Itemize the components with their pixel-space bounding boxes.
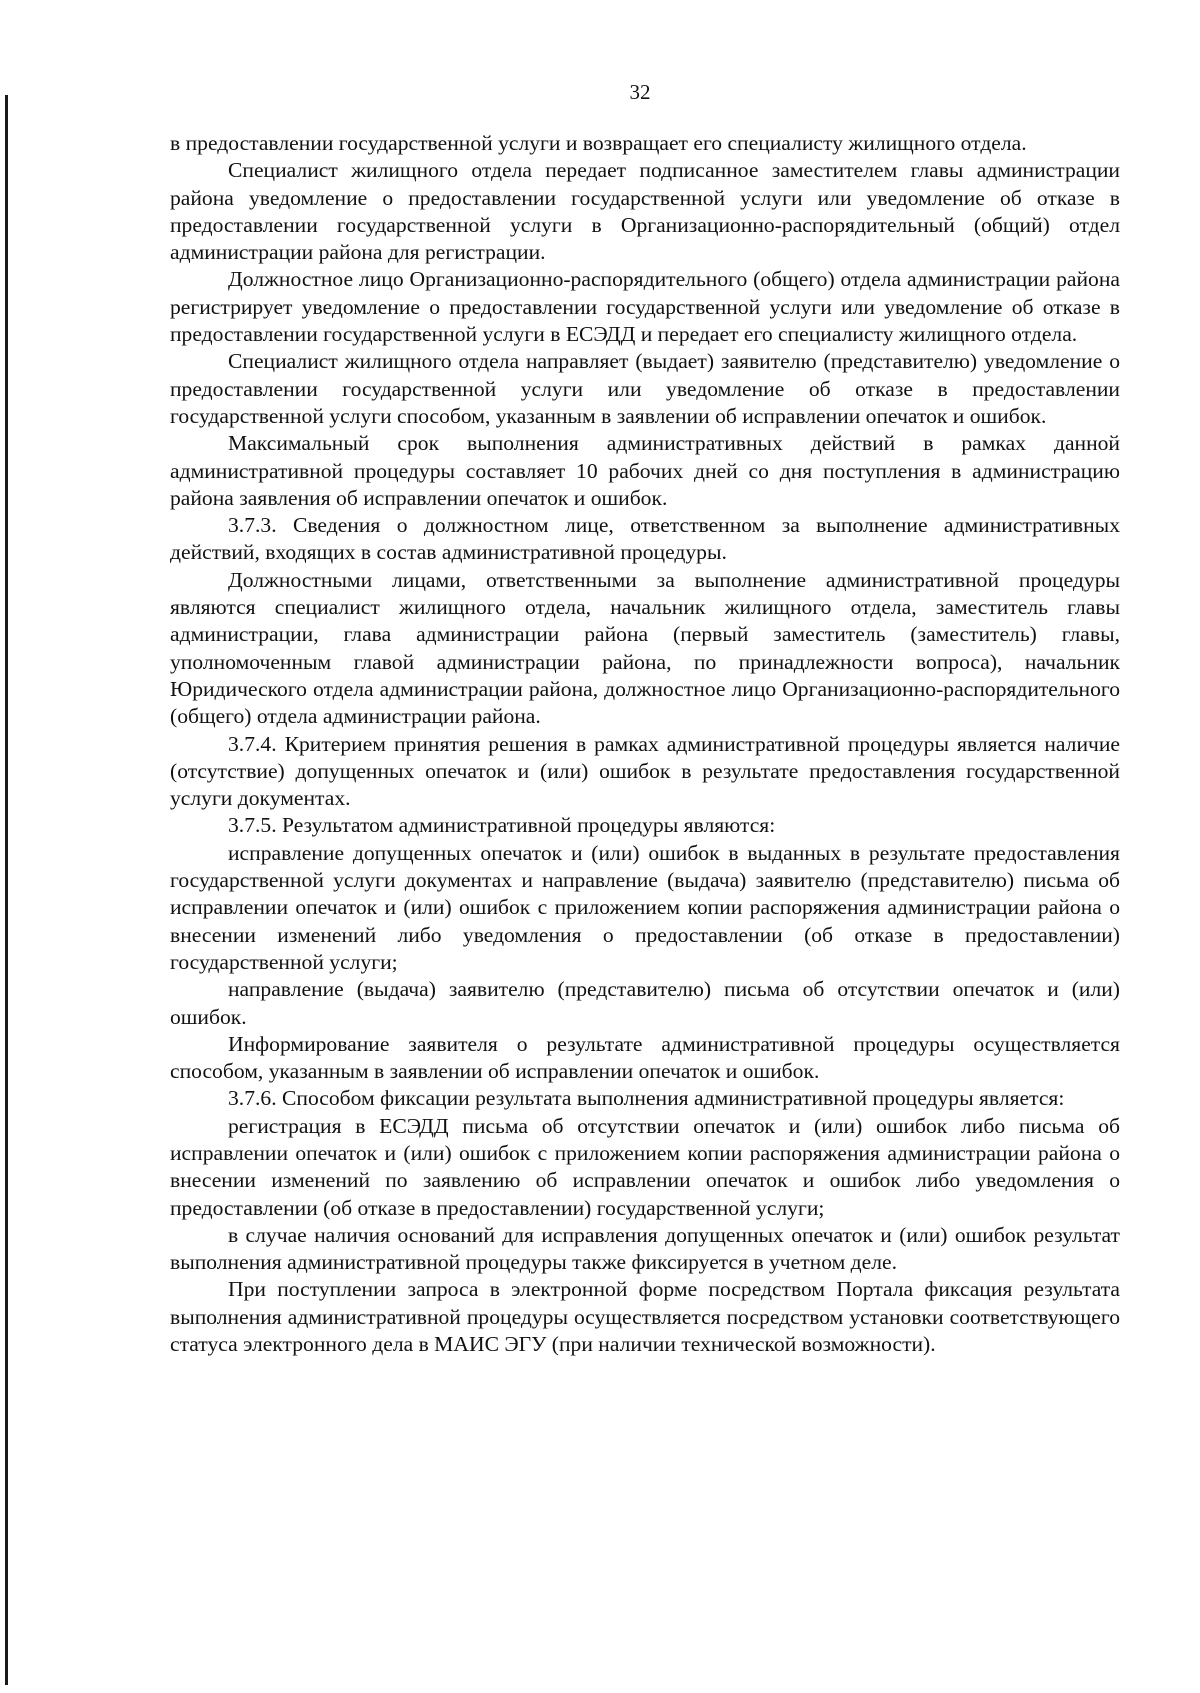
paragraph-3: Должностное лицо Организационно-распорядительного (общего) отдела администрации района регистрирует уведомление о предоставлении государственной услуги или уведомление об отказе в предоставлении государственной услуги в ЕСЭДД и передает его специалисту жилищного отдела. [170, 267, 1120, 347]
paragraph-10: исправление допущенных опечаток и (или) ошибок в выданных в результате предоставления государственной услуги документах и направление (выдача) заявителю (представителю) письма об исправлении опечаток и (или) ошибок с приложением копии распоряжения администрации района о внесении изменений либо уведомления о предоставлении (об отказе в предоставлении) государственной услуги; [170, 840, 1120, 974]
paragraph-1: в предоставлении государственной услуги и возвращает его специалисту жилищного отдела. [170, 131, 1027, 155]
paragraph-12: Информирование заявителя о результате административной процедуры осуществляется способом, указанным в заявлении об исправлении опечаток и ошибок. [170, 1031, 1120, 1084]
paragraph-2: Специалист жилищного отдела передает подписанное заместителем главы администрации района уведомление о предоставлении государственной услуги или уведомление об отказе в предоставлении государственной услуги в Организационно-распорядительный (общий) отдел администрации района для регистрации. [170, 158, 1120, 265]
paragraph-13: 3.7.6. Способом фиксации результата выполнения административной процедуры является: [228, 1086, 1065, 1111]
paragraph-9: 3.7.5. Результатом административной процедуры являются: [228, 813, 776, 838]
paragraph-4: Специалист жилищного отдела направляет (выдает) заявителю (представителю) уведомление о предоставлении государственной услуги или уведомление об отказе в предоставлении государственной услуги способом, указанным в заявлении об исправлении опечаток и ошибок. [170, 349, 1120, 428]
paragraph-8: 3.7.4. Критерием принятия решения в рамках административной процедуры является наличие (отсутствие) допущенных опечаток и (или) ошибок в результате предоставления государственной услуги документах. [170, 731, 1120, 811]
page-number: 32 [629, 80, 651, 104]
paragraph-15: в случае наличия оснований для исправления допущенных опечаток и (или) ошибок результат выполнения административной процедуры также фиксируется в учетном деле. [170, 1222, 1120, 1275]
scan-edge-line [5, 95, 8, 1685]
paragraph-14: регистрация в ЕСЭДД письма об отсутствии опечаток и (или) ошибок либо письма об исправлении опечаток и (или) ошибок с приложением копии распоряжения администрации района о внесении изменений по заявлению об исправлении опечаток и ошибок либо уведомления о предоставлении (об отказе в предоставлении) государственной услуги; [170, 1113, 1120, 1220]
paragraph-7: Должностными лицами, ответственными за выполнение административной процедуры являются специалист жилищного отдела, начальник жилищного отдела, заместитель главы администрации, глава администрации района (первый заместитель (заместитель) главы, уполномоченным главой администрации района, по принадлежности вопроса), начальник Юридического отдела администрации района, должностное лицо Организационно-распорядительного (общего) отдела администрации района. [170, 567, 1120, 729]
paragraph-5: Максимальный срок выполнения административных действий в рамках данной административной процедуры составляет 10 рабочих дней со дня поступления в администрацию района заявления об исправлении опечаток и ошибок. [170, 431, 1120, 510]
paragraph-16: При поступлении запроса в электронной форме посредством Портала фиксация результата выполнения административной процедуры осуществляется посредством установки соответствующего статуса электронного дела в МАИС ЭГУ (при наличии технической возможности). [170, 1277, 1120, 1357]
document-body [170, 130, 1120, 1358]
paragraph-6: 3.7.3. Сведения о должностном лице, ответственном за выполнение административных действий, входящих в состав административной процедуры. [170, 513, 1120, 565]
paragraph-11: направление (выдача) заявителю (представителю) письма об отсутствии опечаток и (или) ошибок. [170, 977, 1120, 1029]
